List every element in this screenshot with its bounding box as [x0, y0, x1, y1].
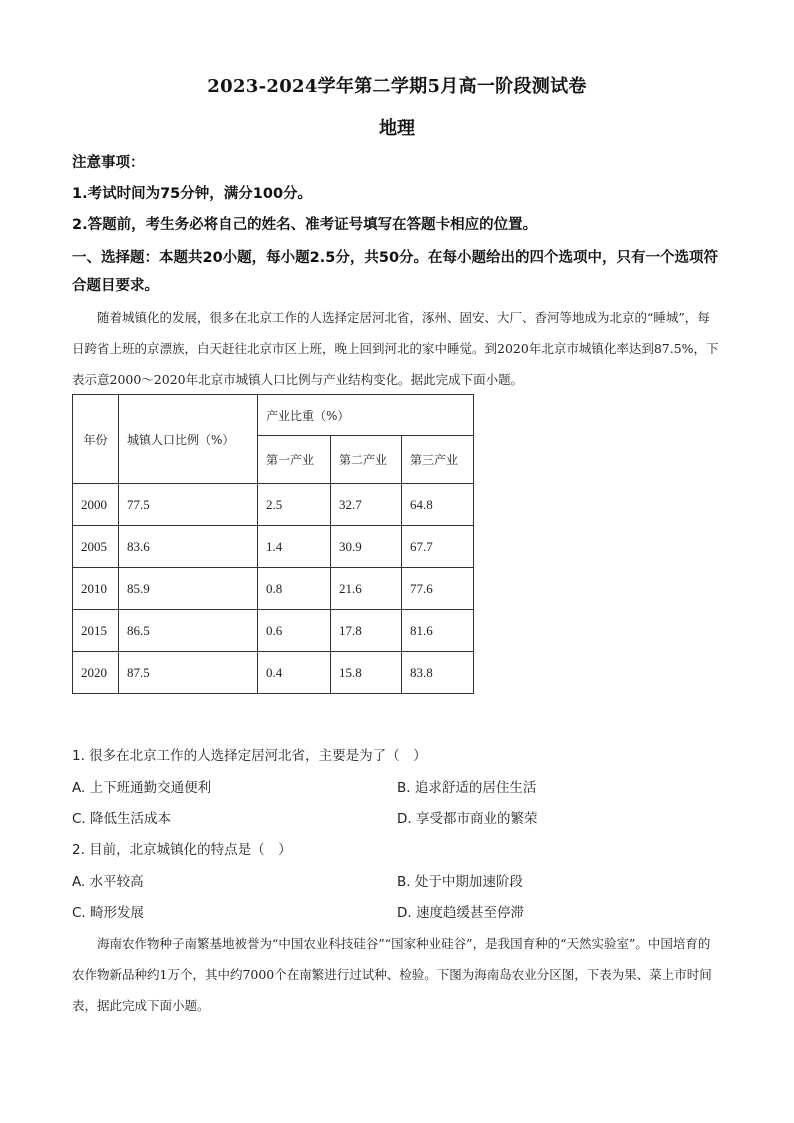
table-row: [73, 484, 474, 526]
cell-tertiary: 67.7: [402, 526, 474, 568]
question-2-option-d[interactable]: D. 速度趋缓甚至停滞: [397, 905, 524, 921]
column-header-tertiary: 第三产业: [402, 436, 474, 484]
column-header-urban-population: 城镇人口比例（%）: [119, 395, 258, 484]
reading-passage: 海南农作物种子南繁基地被誉为“中国农业科技硅谷”“国家种业硅谷”，是我国育种的“天然实验室”。中国培育的农作物新品种约1万个，其中约7000个在南繁进行过试种、检验。下图为海南岛农业分区图，下表为果、菜上市时间表，据此完成下面小题。: [72, 936, 712, 1013]
cell-primary: 2.5: [258, 484, 331, 526]
cell-tertiary: 64.8: [402, 484, 474, 526]
question-1-option-b[interactable]: B. 追求舒适的居住生活: [397, 780, 537, 796]
column-header-industry-share: 产业比重（%）: [258, 395, 474, 436]
cell-secondary: 30.9: [331, 526, 402, 568]
notes-heading: 注意事项：: [72, 155, 145, 171]
cell-urban-pop: 85.9: [119, 568, 258, 610]
cell-secondary: 32.7: [331, 484, 402, 526]
subject-title: 地理: [379, 118, 415, 139]
question-1-option-d[interactable]: D. 享受都市商业的繁荣: [397, 811, 538, 827]
table-row: [73, 652, 474, 694]
question-2-stem: 2. 目前，北京城镇化的特点是（ ）: [72, 842, 292, 858]
column-header-primary: 第一产业: [258, 436, 331, 484]
cell-secondary: 21.6: [331, 568, 402, 610]
column-header-year: 年份: [73, 395, 119, 484]
cell-secondary: 17.8: [331, 610, 402, 652]
cell-tertiary: 83.8: [402, 652, 474, 694]
reading-passage: 随着城镇化的发展，很多在北京工作的人选择定居河北省，涿州、固安、大厂、香河等地成为北京的“睡城”，每日跨省上班的京漂族，白天赶往北京市区上班，晚上回到河北的家中睡觉。到2020年北京市城镇化率达到87.5%，下表示意2000～2020年北京市城镇人口比例与产业结构变化。据此完成下面小题。: [72, 310, 719, 387]
cell-urban-pop: 87.5: [119, 652, 258, 694]
table-row: [73, 568, 474, 610]
cell-primary: 1.4: [258, 526, 331, 568]
question-2-option-c[interactable]: C. 畸形发展: [72, 905, 145, 921]
table-row: [73, 526, 474, 568]
cell-primary: 0.8: [258, 568, 331, 610]
table-header-row: [73, 395, 474, 436]
cell-urban-pop: 83.6: [119, 526, 258, 568]
note-item: 1.考试时间为75分钟，满分100分。: [72, 186, 313, 202]
table-row: [73, 610, 474, 652]
cell-primary: 0.6: [258, 610, 331, 652]
cell-tertiary: 81.6: [402, 610, 474, 652]
question-1-option-c[interactable]: C. 降低生活成本: [72, 811, 172, 827]
cell-year: 2015: [73, 610, 119, 652]
cell-year: 2010: [73, 568, 119, 610]
exam-title: 2023-2024学年第二学期5月高一阶段测试卷: [207, 76, 587, 97]
urbanization-table: [72, 394, 474, 694]
section-instruction: 一、选择题：本题共20小题，每小题2.5分，共50分。在每小题给出的四个选项中，只有一个选项符合题目要求。: [72, 250, 719, 294]
cell-secondary: 15.8: [331, 652, 402, 694]
cell-year: 2000: [73, 484, 119, 526]
cell-year: 2005: [73, 526, 119, 568]
question-1-stem: 1. 很多在北京工作的人选择定居河北省，主要是为了（ ）: [72, 748, 427, 764]
question-2-option-a[interactable]: A. 水平较高: [72, 874, 144, 890]
cell-urban-pop: 77.5: [119, 484, 258, 526]
question-1-option-a[interactable]: A. 上下班通勤交通便利: [72, 780, 212, 796]
cell-primary: 0.4: [258, 652, 331, 694]
cell-urban-pop: 86.5: [119, 610, 258, 652]
question-2-option-b[interactable]: B. 处于中期加速阶段: [397, 874, 523, 890]
cell-tertiary: 77.6: [402, 568, 474, 610]
note-item: 2.答题前，考生务必将自己的姓名、准考证号填写在答题卡相应的位置。: [72, 217, 538, 233]
cell-year: 2020: [73, 652, 119, 694]
column-header-secondary: 第二产业: [331, 436, 402, 484]
